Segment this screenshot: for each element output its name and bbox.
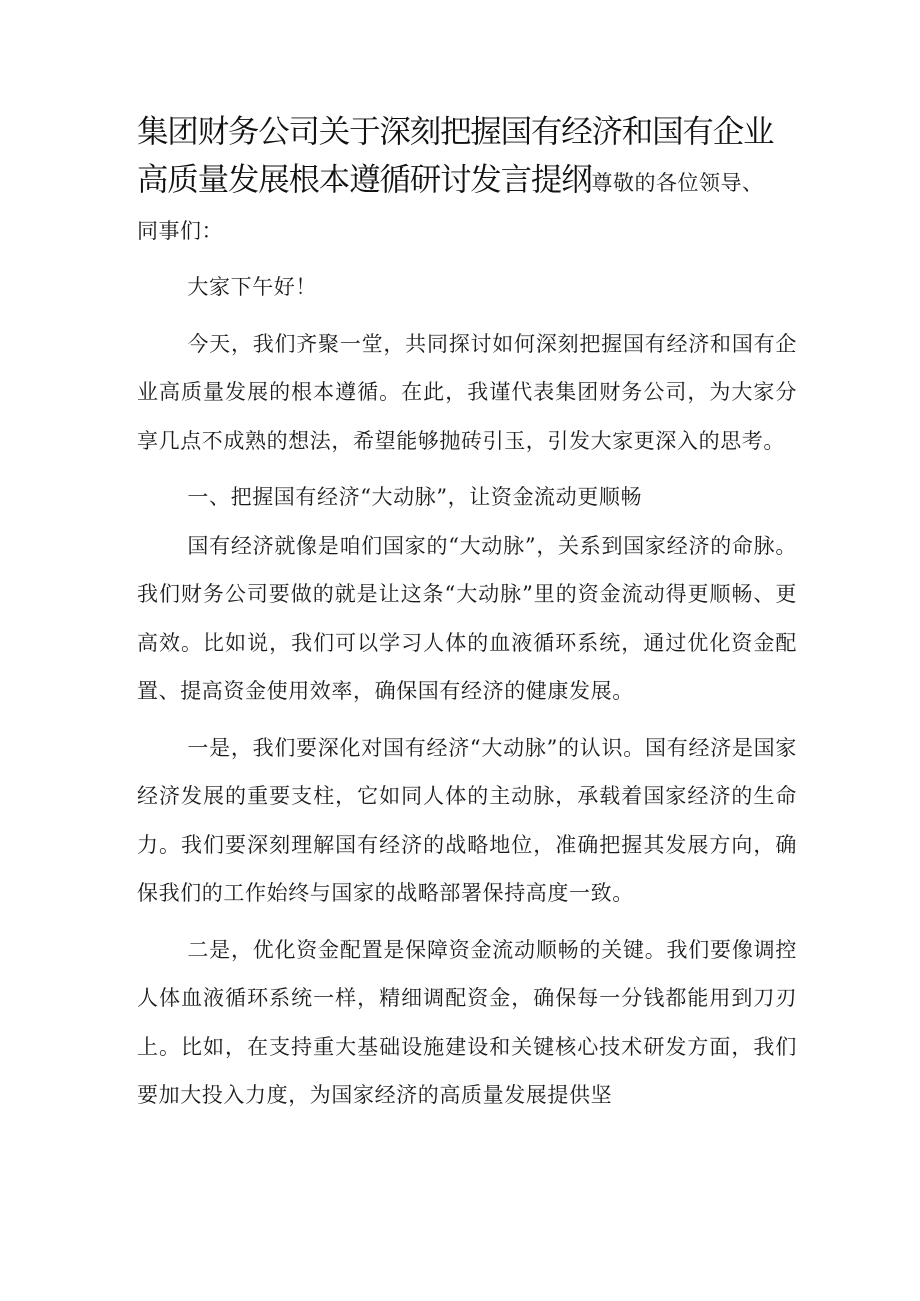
greeting-start: 尊敬的各位领导、 (591, 171, 764, 195)
paragraph-point-1: 一是，我们要深化对国有经济“大动脉”的认识。国有经济是国家经济发展的重要支柱，它如同人体的主动脉，承载着国家经济的生命力。我们要深刻理解国有经济的战略地位，准确把握其发展方向，确保我们的工作始终与国家的战略部署保持高度一致。 (137, 735, 797, 905)
section-heading-1: 一、把握国有经济“大动脉”，让资金流动更顺畅 (187, 485, 643, 509)
document-title (137, 108, 797, 207)
paragraph-greeting: 大家下午好！ (187, 275, 317, 299)
greeting-continuation: 同事们： (137, 219, 223, 243)
title-line-2: 高质量发展根本遵循研讨发言提纲 (137, 162, 592, 198)
document-page (137, 108, 797, 1120)
paragraph-intro: 今天，我们齐聚一堂，共同探讨如何深刻把握国有经济和国有企业高质量发展的根本遵循。在此，我谨代表集团财务公司，为大家分享几点不成熟的想法，希望能够抛砖引玉，引发大家更深入的思考。 (137, 331, 797, 453)
paragraph-point-2: 二是，优化资金配置是保障资金流动顺畅的关键。我们要像调控人体血液循环系统一样，精细调配资金，确保每一分钱都能用到刀刃上。比如，在支持重大基础设施建设和关键核心技术研发方面，我们要加大投入力度，为国家经济的高质量发展提供坚 (137, 937, 797, 1107)
paragraph-section-1: 国有经济就像是咱们国家的“大动脉”，关系到国家经济的命脉。我们财务公司要做的就是让这条“大动脉”里的资金流动得更顺畅、更高效。比如说，我们可以学习人体的血液循环系统，通过优化资金配置、提高资金使用效率，确保国有经济的健康发展。 (137, 533, 797, 703)
title-line-1: 集团财务公司关于深刻把握国有经济和国有企业 (137, 114, 774, 150)
